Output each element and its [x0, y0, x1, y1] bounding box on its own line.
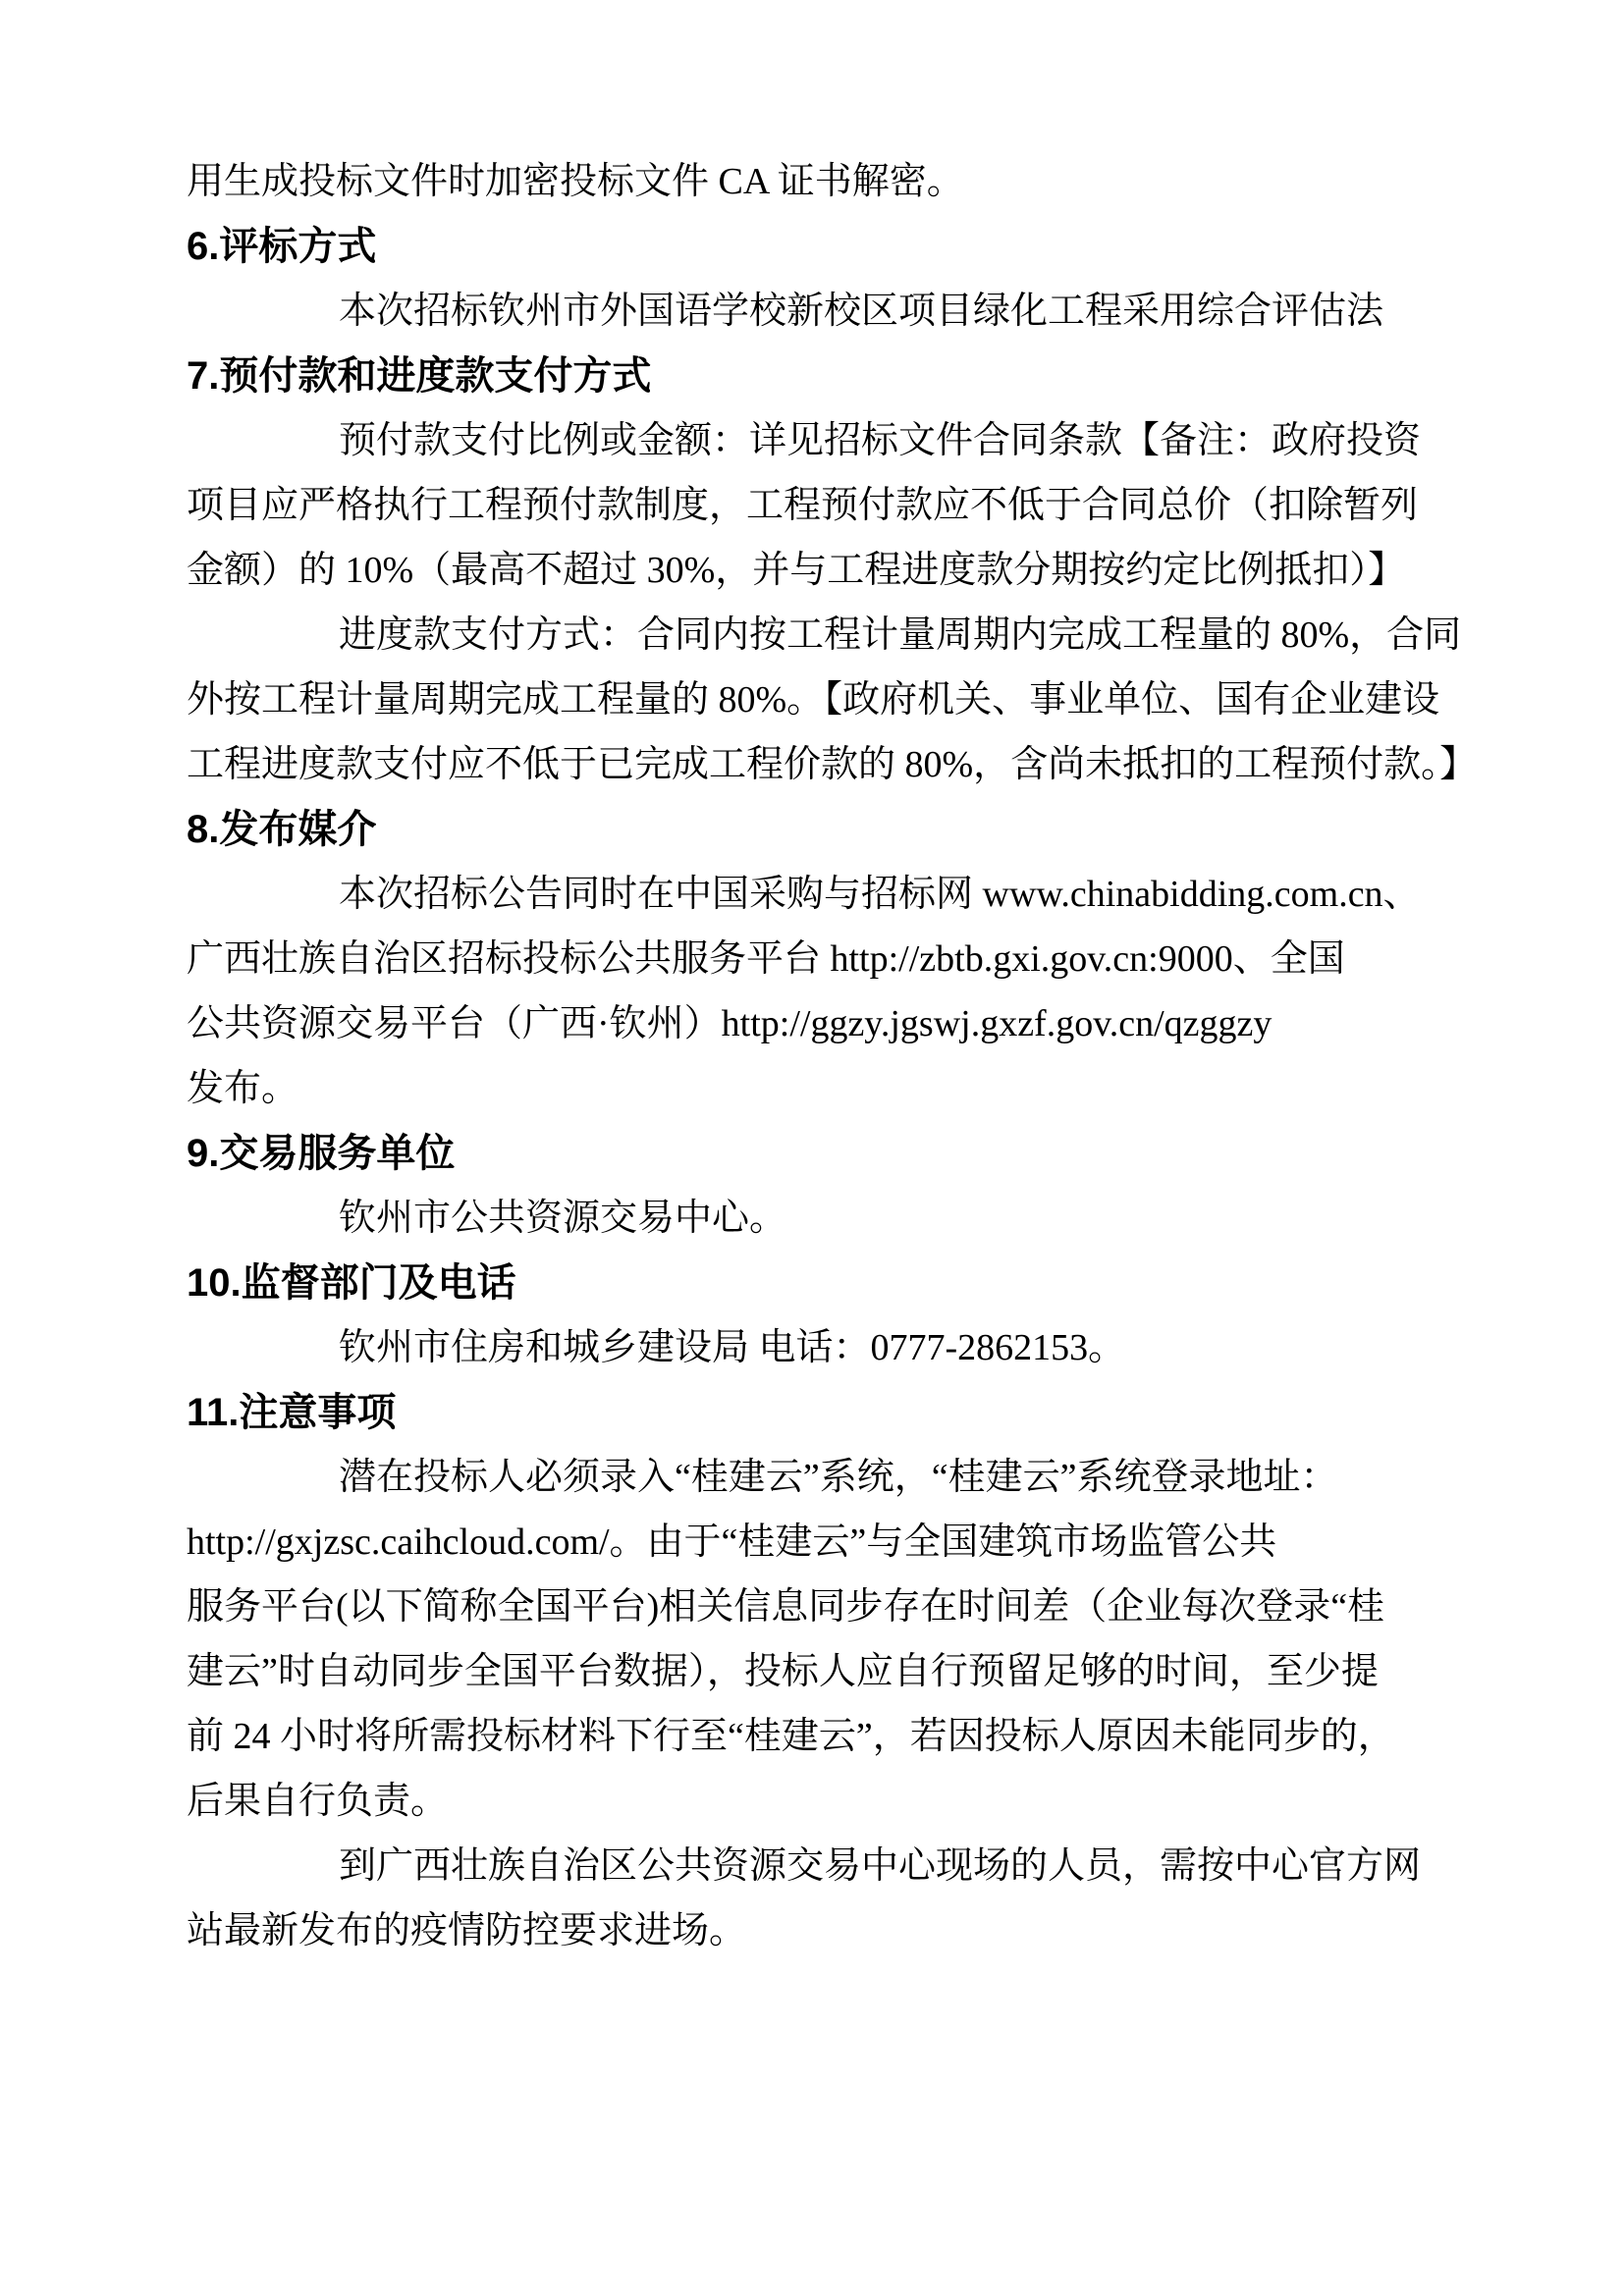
- text-line: 外按工程计量周期完成工程量的 80%。【政府机关、事业单位、国有企业建设: [187, 679, 1440, 721]
- text-line: 公共资源交易平台（广西·钦州）http://ggzy.jgswj.gxzf.gov.cn/qzggzy: [187, 1003, 1272, 1044]
- text-line: 本次招标公告同时在中国采购与招标网 www.chinabidding.com.cn、: [339, 874, 1421, 915]
- text-line: 金额）的 10%（最高不超过 30%，并与工程进度款分期按约定比例抵扣）】: [187, 550, 1406, 591]
- text-line: 项目应严格执行工程预付款制度，工程预付款应不低于合同总价（扣除暂列: [187, 485, 1419, 526]
- text-line: 站最新发布的疫情防控要求进场。: [187, 1910, 747, 1951]
- text-line: 进度款支付方式：合同内按工程计量周期内完成工程量的 80%，合同: [339, 614, 1462, 656]
- text-line: 潜在投标人必须录入“桂建云”系统，“桂建云”系统登录地址：: [339, 1457, 1338, 1498]
- text-line: 广西壮族自治区招标投标公共服务平台 http://zbtb.gxi.gov.cn:9000、全国: [187, 938, 1345, 980]
- section-heading: 10.监督部门及电话: [187, 1261, 516, 1305]
- document-content: [187, 149, 1478, 1963]
- section-heading: 7.预付款和进度款支付方式: [187, 354, 652, 398]
- text-line: 前 24 小时将所需投标材料下行至“桂建云”，若因投标人原因未能同步的，: [187, 1716, 1395, 1757]
- text-line: 发布。: [187, 1068, 299, 1109]
- text-line: 钦州市公共资源交易中心。: [339, 1198, 787, 1239]
- section-heading: 11.注意事项: [187, 1391, 397, 1434]
- text-line: 建云”时自动同步全国平台数据），投标人应自行预留足够的时间，至少提: [187, 1651, 1379, 1692]
- text-line: 工程进度款支付应不低于已完成工程价款的 80%，含尚未抵扣的工程预付款。】: [187, 744, 1478, 785]
- text-line: 预付款支付比例或金额：详见招标文件合同条款【备注：政府投资: [339, 420, 1422, 461]
- section-heading: 6.评标方式: [187, 225, 377, 268]
- text-line: 到广西壮族自治区公共资源交易中心现场的人员，需按中心官方网: [339, 1845, 1422, 1887]
- section-heading: 8.发布媒介: [187, 808, 377, 851]
- text-line: 用生成投标文件时加密投标文件 CA 证书解密。: [187, 161, 964, 202]
- text-line: 钦州市住房和城乡建设局 电话：0777-2862153。: [339, 1327, 1126, 1368]
- section-heading: 9.交易服务单位: [187, 1132, 456, 1175]
- text-line: 服务平台(以下简称全国平台)相关信息同步存在时间差（企业每次登录“桂: [187, 1586, 1385, 1628]
- text-line: http://gxjzsc.caihcloud.com/。由于“桂建云”与全国建筑市场监管公共: [187, 1522, 1277, 1563]
- text-line: 本次招标钦州市外国语学校新校区项目绿化工程采用综合评估法: [339, 291, 1384, 332]
- text-line: 后果自行负责。: [187, 1781, 449, 1822]
